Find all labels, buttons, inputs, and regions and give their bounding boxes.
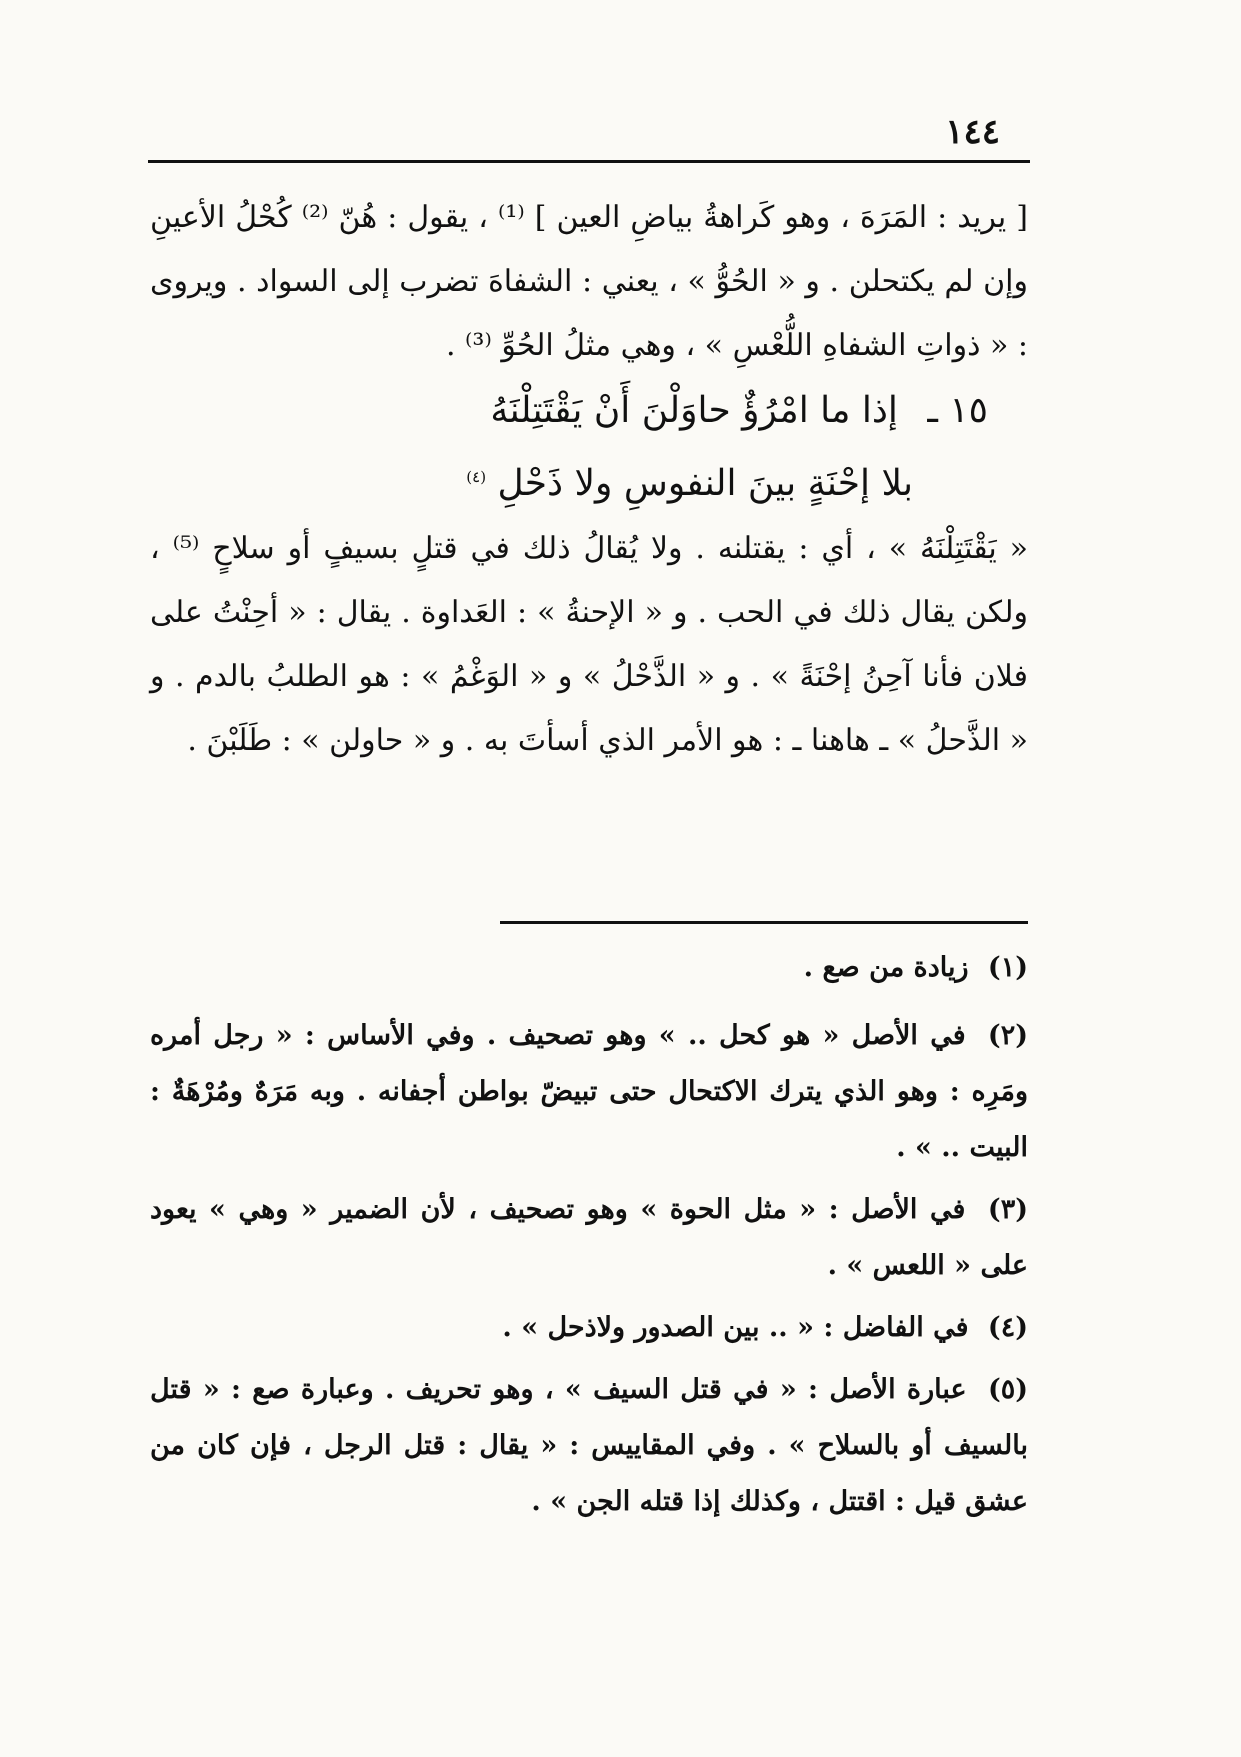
footnote-number: (١): [987, 952, 1028, 983]
footnote-2: [150, 1008, 1028, 1176]
main-text: [150, 186, 1028, 773]
footnote-4: [150, 1300, 1028, 1356]
footnote-text: في الفاضل : « .. بين الصدور ولاذحل » .: [502, 1312, 969, 1343]
header-rule: [148, 160, 1030, 163]
footnote-number: (٤): [987, 1312, 1028, 1343]
footnotes: [150, 940, 1028, 1536]
footnote-number: (٣): [987, 1194, 1028, 1225]
footnote-5: [150, 1362, 1028, 1530]
verse-footnote-ref: (٤): [466, 468, 487, 486]
footnote-1: [150, 940, 1028, 996]
footnote-text: زيادة من صع .: [803, 952, 969, 983]
footnote-rule: [500, 921, 1028, 924]
verse-line-2: [150, 444, 1028, 517]
footnote-text: في الأصل « هو كحل .. » وهو تصحيف . وفي الأساس : « رجل أمره ومَرِه : وهو الذي يترك الاكتحال حتى تبيضّ بواطن أجفانه . وبه مَرَهٌ ومُرْهَةٌ : البيت .. » .: [150, 1020, 1028, 1163]
footnote-number: (٥): [987, 1374, 1029, 1405]
commentary: « يَقْتَتِلْنَهُ » ، أي : يقتلنه . ولا يُقالُ ذلك في قتلٍ بسيفٍ أو سلاحٍ ⁽⁵⁾ ، ولكن يقال ذلك في الحب . و « الإحنةُ » : العَداوة . يقال : « أحِنْتُ على فلان فأنا آحِنُ إحْنَةً » . و « الذَّحْلُ » و « الوَغْمُ » : هو الطلبُ بالدم . و « الذَّحلُ » ـ هاهنا ـ : هو الأمر الذي أسأتَ به . و « حاولن » : طَلَبْنَ .: [150, 531, 1028, 758]
verse-hemistich-1: إذا ما امْرُؤٌ حاوَلْنَ أَنْ يَقْتَتِلْنَهُ: [490, 390, 898, 431]
verse-number: ١٥ ـ: [927, 390, 988, 431]
footnote-number: (٢): [987, 1020, 1028, 1051]
commentary-intro: [ يريد : المَرَهَ ، وهو كَراهةُ بياضِ العين ] ⁽¹⁾ ، يقول : هُنّ ⁽²⁾ كُحْلُ الأعينِ وإن لم يكتحلن . و « الحُوُّ » ، يعني : الشفاهَ تضرب إلى السواد . ويروى : « ذواتِ الشفاهِ اللُّعْسِ » ، وهي مثلُ الحُوِّ ⁽³⁾ .: [150, 200, 1028, 363]
verse-line-1: [150, 378, 1028, 444]
page-number: ١٤٤: [945, 112, 1000, 152]
footnote-text: عبارة الأصل : « في قتل السيف » ، وهو تحريف . وعبارة صع : « قتل بالسيف أو بالسلاح » . وفي المقاييس : « يقال : قتل الرجل ، فإن كان من عشق قيل : اقتتل ، وكذلك إذا قتله الجن » .: [150, 1374, 1028, 1517]
verse-hemistich-2: بلا إحْنَةٍ بينَ النفوسِ ولا ذَحْلِ: [497, 463, 913, 504]
footnote-text: في الأصل : « مثل الحوة » وهو تصحيف ، لأن الضمير « وهي » يعود على « اللعس » .: [150, 1194, 1028, 1281]
footnote-3: [150, 1182, 1028, 1294]
